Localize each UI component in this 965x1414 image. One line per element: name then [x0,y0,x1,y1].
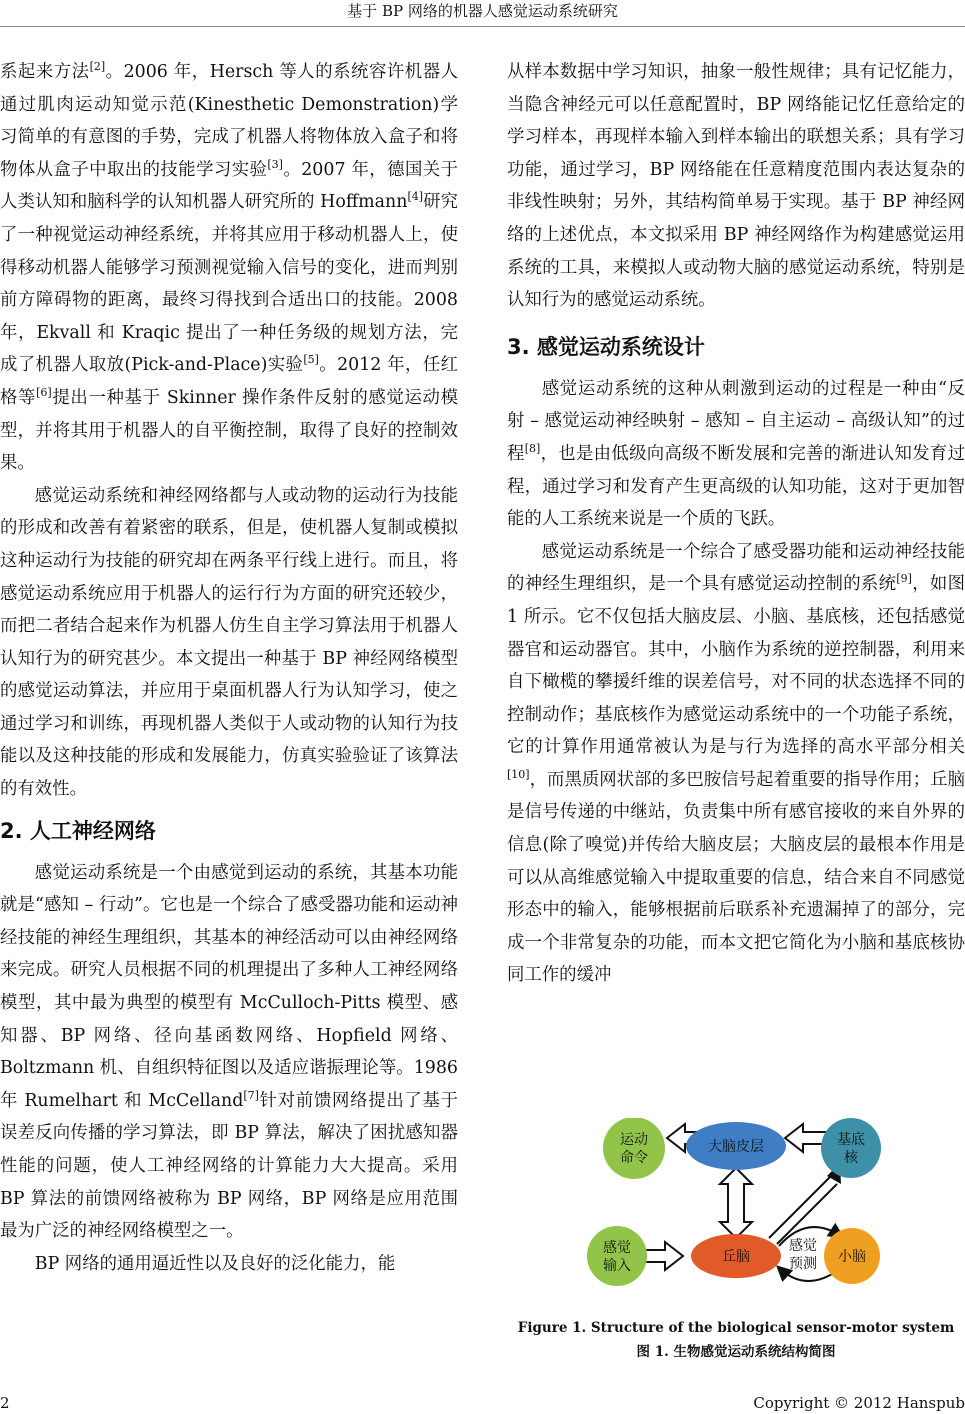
node-shape [587,1226,647,1286]
citation: [8] [524,441,541,455]
paragraph-motivation: 感觉运动系统和神经网络都与人或动物的运动行为技能的形成和改善有着紧密的联系，但是，使机器人复制或模拟这种运动行为技能的研究却在两条平行线上进行。而且，将感觉运动系统应用于机器人的运行行为方面的研究还较少，而把二者结合起来作为机器人仿生自主学习算法用于机器人认知行为的研究甚少。本文提出一种基于 BP 神经网络模型的感觉运动算法，并应用于桌面机器人行为认知学习，使之通过学习和训练，再现机器人类似于人或动物的认知行为技能以及这种技能的形成和发展能力，仿真实验验证了该算法的有效性。 [0,485,458,800]
svg-text:基底: 基底 [837,1132,865,1148]
section-heading-design: 3. 感觉运动系统设计 [507,334,705,359]
section-heading-ann: 2. 人工神经网络 [0,818,156,843]
node-thalamus [691,1234,781,1278]
citation: [2] [89,60,106,73]
citation: [10] [507,767,530,781]
citation: [7] [243,1088,259,1102]
svg-text:小脑: 小脑 [838,1249,866,1265]
node-motor-command [603,1118,665,1179]
label-sensory-prediction [789,1237,817,1272]
svg-text:预测: 预测 [789,1256,817,1272]
sensory-to-thalamus-arrow [643,1242,683,1270]
right-column [507,56,965,992]
svg-text:核: 核 [844,1150,858,1166]
running-head [0,0,965,27]
svg-text:感觉: 感觉 [603,1240,631,1256]
thalamus-basal-double-line [769,1163,841,1244]
node-sensory-input [587,1226,647,1286]
svg-text:大脑皮层: 大脑皮层 [708,1139,764,1155]
svg-text:命令: 命令 [620,1150,648,1166]
citation: [3] [267,157,283,171]
cortex-thalamus-double-arrow [720,1168,752,1238]
node-cerebral-cortex [686,1122,786,1170]
svg-text:丘脑: 丘脑 [722,1249,750,1265]
copyright-notice: Copyright © 2012 Hanspub [753,1394,965,1412]
paragraph-process: 感觉运动系统的这种从刺激到运动的过程是一种由“反射 – 感觉运动神经映射 – 感知 – 自主运动 – 高级认知”的过程[8]，也是由低级向高级不断发展和完善的渐进认知发育过程，通过学习和发育产生更高级的认知功能，这对于更加智能的人工系统来说是一个质的飞跃。 [507,378,965,530]
paragraph-bp-advantages: 从样本数据中学习知识，抽象一般性规律；具有记忆能力，当隐含神经元可以任意配置时，BP 网络能记忆任意给定的学习样本，再现样本输入到样本输出的联想关系；具有学习功能，通过学习，BP 网络能在任意精度范围内表达复杂的非线性映射；另外，其结构简单易于实现。基于 BP 神经网络的上述优点，本文拟采用 BP 神经网络作为构建感觉运用系统的工具，来模拟人或动物大脑的感觉运动系统，特别是认知行为的感觉运动系统。 [507,62,965,311]
citation: [5] [303,353,319,367]
node-shape [603,1118,665,1179]
node-basal-ganglia [821,1118,881,1178]
paragraph-system: 感觉运动系统是一个综合了感受器功能和运动神经技能的神经生理组织，是一个具有感觉运动控制的系统[9]，如图 1 所示。它不仅包括大脑皮层、小脑、基底核，还包括感觉器官和运动器官。其中，小脑作为系统的逆控制器，利用来自下橄榄的攀援纤维的误差信号，对不同的状态选择不同的控制动作；基底核作为感觉运动系统中的一个功能子系统，它的计算作用通常被认为是与行为选择的高水平部分相关[10]，而黑质网状部的多巴胺信号起着重要的指导作用；丘脑是信号传递的中继站，负责集中所有感官接收的来自外界的信息(除了嗅觉)并传给大脑皮层；大脑皮层的最根本作用是可以从高维感觉输入中提取重要的信息，结合来自不同感觉形态中的输入，能够根据前后联系补充遗漏掉了的部分，完成一个非常复杂的功能，而本文把它简化为小脑和基底核协同工作的缓冲 [507,541,965,986]
node-cerebellum [824,1228,880,1284]
paragraph-bp-start: BP 网络的通用逼近性以及良好的泛化能力，能 [34,1253,396,1274]
paragraph-ann: 感觉运动系统是一个由感觉到运动的系统，其基本功能就是“感知 – 行动”。它也是一个综合了感受器功能和运动神经技能的神经生理组织，其基本的神经活动可以由神经网络来完成。研究人员根据不同的机理提出了多种人工神经网络模型，其中最为典型的模型有 McCulloch-Pitts 模型、感知器、BP 网络、径向基函数网络、Hopfield 网络、Boltzmann 机、自组织特征图以及适应谐振理论等。1986 年 Rumelhart 和 McCelland[7]针对前馈网络提出了基于误差反向传播的学习算法，即 BP 算法，解决了困扰感知器性能的问题，使人工神经网络的计算能力大大提高。采用 BP 算法的前馈网络被称为 BP 网络，BP 网络是应用范围最为广泛的神经网络模型之一。 [0,862,458,1242]
left-column [0,56,458,1280]
svg-text:感觉: 感觉 [789,1238,817,1254]
page-footer [0,1393,965,1414]
svg-text:输入: 输入 [603,1258,631,1274]
node-shape [821,1118,881,1178]
figure-caption-en: Figure 1. Structure of the biological sensor-motor system [517,1320,955,1336]
figure-caption-zh: 图 1. 生物感觉运动系统结构简图 [636,1344,836,1360]
citation: [6] [36,385,52,399]
journal-article-title: 基于 BP 网络的机器人感觉运动系统研究 [347,2,618,20]
citation: [9] [896,572,912,586]
svg-text:运动: 运动 [620,1132,648,1148]
sensor-motor-diagram [507,1118,965,1308]
page-number: 2 [0,1394,10,1412]
paragraph-history: 系起来方法[2]。2006 年，Hersch 等人的系统容许机器人通过肌肉运动知觉示范(Kinesthetic Demonstration)学习简单的有意图的手势，完成了机器人将物体放入盒子和将物体从盒子中取出的技能学习实验[3]。2007 年，德国关于人类认知和脑科学的认知机器人研究所的 Hoffmann[4]研究了一种视觉运动神经系统，并将其应用于移动机器人上，使得移动机器人能够学习预测视觉输入信号的变化，进而判别前方障碍物的距离，最终习得找到合适出口的技能。2008 年，Ekvall 和 Kraqic 提出了一种任务级的规划方法，完成了机器人取放(Pick-and-Place)实验[5]。2012 年，任红格等[6]提出一种基于 Skinner 操作条件反射的感觉运动模型，并将其用于机器人的自平衡控制，取得了良好的控制效果。 [0,60,458,474]
citation: [4] [407,190,424,204]
